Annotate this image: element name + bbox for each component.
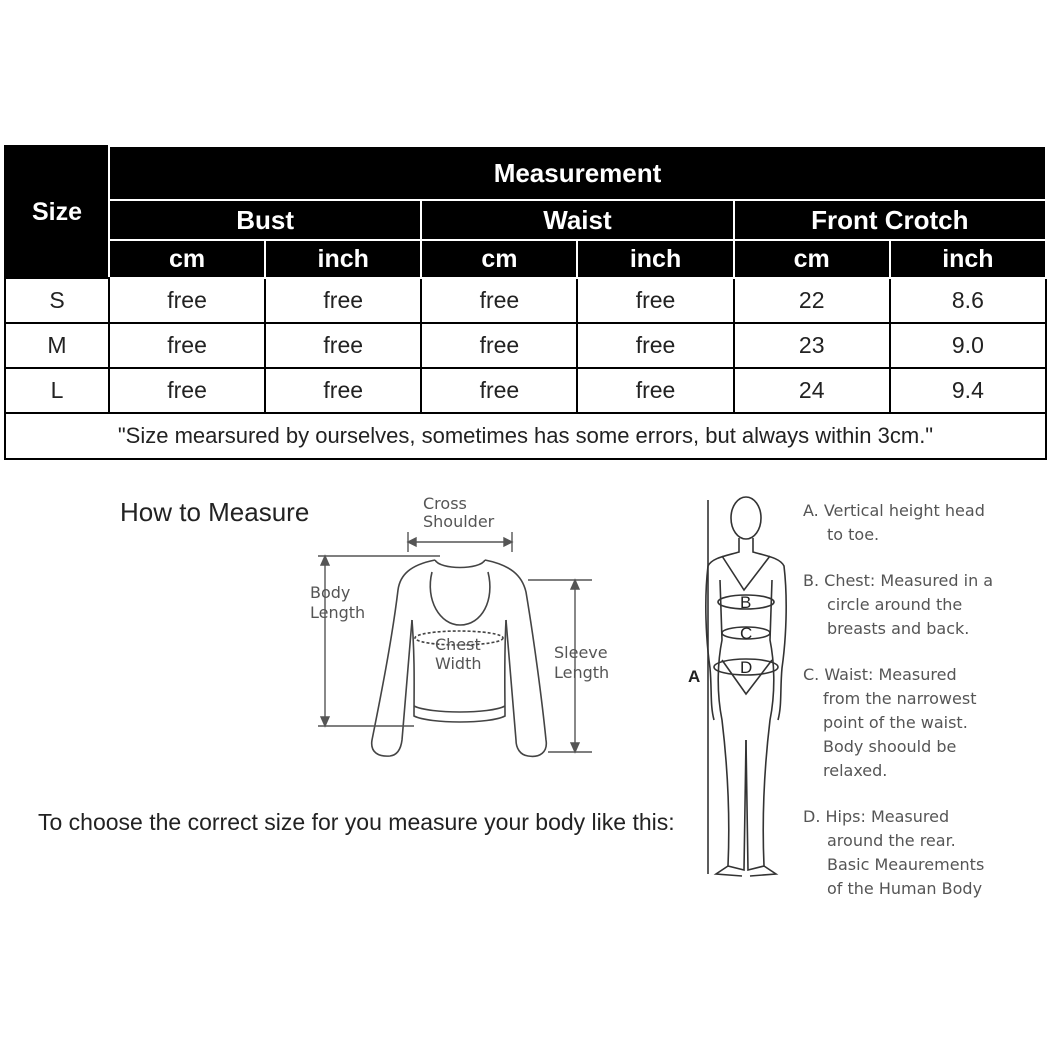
table-cell: 9.0 — [890, 323, 1046, 368]
note-line: Basic Meaurements — [827, 855, 985, 874]
table-cell: 23 — [734, 323, 890, 368]
unit-header: cm — [421, 240, 577, 278]
body-length-label-line1: Body — [310, 583, 351, 602]
unit-header: cm — [734, 240, 890, 278]
table-cell: free — [421, 368, 577, 413]
table-cell: free — [265, 323, 421, 368]
sleeve-length-label-line2: Length — [554, 663, 610, 682]
table-cell: 22 — [734, 278, 890, 323]
note-line: D. Hips: Measured — [803, 807, 950, 826]
sleeve-length-label-line1: Sleeve — [554, 643, 608, 662]
marker-c: C — [740, 624, 753, 643]
note-d — [803, 805, 1043, 901]
unit-header: inch — [890, 240, 1046, 278]
measure-instruction: To choose the correct size for you measure your body like this: — [38, 809, 675, 835]
cross-shoulder-dimension — [408, 532, 512, 552]
note-line: to toe. — [827, 525, 880, 544]
note-line: C. Waist: Measured — [803, 665, 957, 684]
body-figure — [706, 497, 786, 876]
chest-width-label-line1: Chest — [435, 635, 481, 654]
unit-header: cm — [109, 240, 265, 278]
note-line: B. Chest: Measured in a — [803, 571, 994, 590]
table-cell: free — [109, 368, 265, 413]
note-c — [803, 663, 1043, 783]
body-length-label-line2: Length — [310, 603, 366, 622]
note-line: of the Human Body — [827, 879, 983, 898]
size-cell: S — [5, 278, 109, 323]
table-cell: free — [109, 323, 265, 368]
front-crotch-header: Front Crotch — [734, 200, 1046, 240]
marker-d: D — [740, 658, 753, 677]
cross-shoulder-label-line1: Cross — [423, 494, 467, 513]
note-line: circle around the — [827, 595, 963, 614]
table-cell: free — [265, 278, 421, 323]
measurement-notes — [803, 499, 1043, 923]
note-line: from the narrowest — [823, 689, 977, 708]
note-a — [803, 499, 1043, 547]
table-cell: 24 — [734, 368, 890, 413]
measurement-header: Measurement — [109, 146, 1046, 200]
size-cell: M — [5, 323, 109, 368]
size-header: Size — [5, 146, 109, 278]
bust-header: Bust — [109, 200, 421, 240]
table-cell: 8.6 — [890, 278, 1046, 323]
chest-width-label-line2: Width — [435, 654, 482, 673]
table-cell: free — [577, 368, 733, 413]
table-cell: free — [265, 368, 421, 413]
note-line: A. Vertical height head — [803, 501, 985, 520]
size-cell: L — [5, 368, 109, 413]
table-cell: free — [109, 278, 265, 323]
note-line: Body shoould be — [823, 737, 957, 756]
how-to-measure-title: How to Measure — [120, 497, 310, 527]
table-cell: free — [577, 323, 733, 368]
marker-b: B — [740, 593, 752, 612]
note-line: relaxed. — [823, 761, 888, 780]
note-line: around the rear. — [827, 831, 956, 850]
table-cell: 9.4 — [890, 368, 1046, 413]
cross-shoulder-label-line2: Shoulder — [423, 512, 495, 531]
table-cell: free — [421, 323, 577, 368]
note-line: breasts and back. — [827, 619, 970, 638]
table-cell: free — [421, 278, 577, 323]
unit-header: inch — [577, 240, 733, 278]
size-note: "Size mearsured by ourselves, sometimes has some errors, but always within 3cm." — [5, 413, 1046, 459]
note-b — [803, 569, 1043, 641]
note-line: point of the waist. — [823, 713, 968, 732]
marker-a: A — [688, 667, 701, 686]
waist-header: Waist — [421, 200, 733, 240]
unit-header: inch — [265, 240, 421, 278]
table-cell: free — [577, 278, 733, 323]
